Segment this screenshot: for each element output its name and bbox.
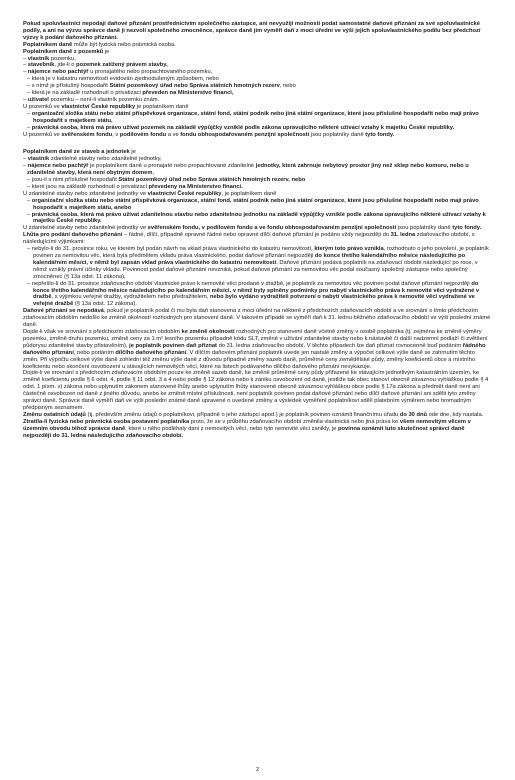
land-item: – stavebník, jde-li o pozemek zatížený právem stavby, bbox=[23, 62, 491, 69]
building-fund-paragraph: U zdanitelné stavby nebo zdanitelné jednotky ve svěřenském fondu, v podílovém fondu a ve fondu obhospodařovaném penzijní společností jsou poplatníky daně tyto fondy. bbox=[23, 225, 482, 232]
building-item: – nájemce nebo pachtýř je poplatníkem daně u pronajaté nebo propachtované zdanitelné jednotky, která zahrnuje nebytový prostor jiný než sklep nebo komoru, nebo u zdanitelné stavby, která není obytným domem, bbox=[23, 163, 491, 177]
rate-changes-paragraph: Dojde-li ve srovnání s předchozím zdaňovacím obdobím pouze ke změně sazeb daně, ke změně průměrné ceny půdy přiřazené ke stávajícím jednotlivým katastrálním územím, ke změně koeficientu podle § 6 odst. 4, podle § 11 odst. 3 a 4 nebo podle § 12 zákona nebo k zániku osvobození od daně, jestliže tak obec stanoví obecně závaznou vyhláškou podle § 4 odst. 1 písm. v) zákona nebo uplynutím zákonem stanovené lhůty anebo uplynutím lhůty stanovené obecně závaznou vyhláškou obce podle § 17a zákona a předmět daně není ani částečně osvobozen od daně z jiného důvodu, anebo ke změně místní příslušnosti, není poplatník povinen podat daňové přiznání nebo dílčí daňové přiznání ani sdělit tyto změny správci daně. Správce daně vyměří daň ve výši poslední známé daně upravené o uvedené změny a výsledek vyměření poplatníkovi sdělí platebním výměrem nebo hromadným předpisným seznamem. bbox=[23, 370, 489, 411]
building-subitem: – jsou-li s nimi příslušné hospodařit Státní pozemkový úřad nebo Správa státních hmotných rezerv, nebo bbox=[23, 177, 491, 184]
intro-paragraph: Pokud spoluvlastníci nepodají daňové přiznání prostřednictvím společného zástupce, ani nevyužijí možnosti podat samostatné daňové přiznání za své spoluvlastnické podíly, a ani na výzvu správce daně ji nezvolí společného zmocněnce, správce daně jim vyměří daň z moci úřední ve výši jejich spoluvlastnického podílu bez předchozí výzvy k podání daňového přiznání. bbox=[23, 21, 481, 41]
building-state-item: – právnická osoba, která má právo užívat zdanitelnou stavbu nebo zdanitelnou jednotku na základě výpůjčky vzniklé podle zákona upravujícího některé užívací vztahy k majetku České republiky. bbox=[23, 212, 491, 226]
deadline-exception: – nebylo-li do 31. prosince roku, ve kterém byl podán návrh na vklad práva vlastnického do katastru nemovitostí, kterým toto právo vznikla, rozhodnuto o jeho povolení, je poplatník povinen za nemovitou věc, která byla předmětem vkladu práva vlastnického, podat daňové přiznání nejpozději do konce třetího kalendářního měsíce následujícího po kalendářním měsíci, v němž byl zapsán vklad práva vlastnického do katastru nemovitostí. Daňové přiznání podává poplatník na zdaňovací období následující po roce, v němž vznikly právní účinky vkladu. Povinnost podat daňové přiznání nevzniká, pokud daňové přiznání za nemovitou věc podal současný společný zástupce nebo společný zmocněnec (§ 13a odst. 11 zákona), bbox=[23, 246, 491, 281]
building-subitem: – které jsou na základě rozhodnutí o privatizaci převedeny na Ministerstvo financí. bbox=[23, 184, 491, 191]
land-item-user: – uživatel pozemku – není-li vlastník pozemku znám. bbox=[23, 97, 491, 104]
land-item: – nájemce nebo pachtýř u pronajatého nebo propachtovaného pozemku, bbox=[23, 69, 491, 76]
loss-of-status-paragraph: Ztratila-li fyzická nebo právnická osoba postavení poplatníka proto, že se v průběhu zdaňovacího období změnila vlastnická nebo jiná práva ke všem nemovitým věcem v územním obvodu téhož správce daně, které u něho podléhaly dani z nemovitých věcí, nebo tyto nemovité věci zanikly, je povinna oznámit tuto skutečnost správci daně nejpozději do 31. ledna následujícího zdaňovacího období. bbox=[23, 418, 471, 439]
page-number: 2 bbox=[255, 767, 260, 773]
land-fund-paragraph: U pozemků ve svěřenském fondu, v podílovém fondu a ve fondu obhospodařovaném penzijní společností jsou poplatníky daně tyto fondy. bbox=[23, 131, 395, 138]
land-subitem: – s nímž je příslušný hospodařit Státní pozemkový úřad nebo Správa státních hmotných rezerv, nebo bbox=[23, 83, 491, 90]
deadline-exception: – nepřešlo-li do 31. prosince zdaňovacího období vlastnické právo k nemovité věci prodané v dražbě, je poplatník za nemovitou věc povinen podat daňové přiznání nejpozději do konce třetího kalendářního měsíce následujícího po kalendářním měsíci, v němž byly splněny podmínky pro nabytí vlastnického práva k nemovité věci vydražené v dražbě, s výjimkou veřejné dražby, vydražitelem nebo předražitelem, nebo bylo vydáno vydražiteli potvrzení o nabytí vlastnického práva k nemovité věci vydražené ve veřejné dražbě (§ 13a odst. 12 zákona). bbox=[23, 281, 491, 309]
land-state-item: – organizační složka státu nebo státní příspěvková organizace, státní fond, státní podnik nebo jiná státní organizace, které jsou příslušné hospodařit nebo mají právo hospodařit s majetkem státu, bbox=[23, 111, 491, 125]
building-heading: Poplatníkem daně ze staveb a jednotek je bbox=[23, 149, 136, 156]
deadline-paragraph: Lhůta pro podání daňového přiznání – řádné, dílčí, případně opravné řádné nebo opravné dílčí daňové přiznání je podáno vždy nejpozději do 31. ledna zdaňovacího období, s následujícími výjimkami: bbox=[23, 232, 475, 246]
land-item: – vlastník pozemku, bbox=[23, 56, 491, 63]
taxpayer-paragraph: Poplatníkem daně může být fyzická nebo právnická osoba. bbox=[23, 41, 176, 48]
land-state-paragraph: U pozemků ve vlastnictví České republiky je poplatníkem daně bbox=[23, 103, 189, 110]
no-filing-paragraph: Daňové přiznání se nepodává, pokud je poplatník podal či mu byla daň stanovena z moci úřední na některé z předchozích zdaňovacích období a ve srovnání s tímto předchozím zdaňovacím obdobím nedošlo ke změně okolností rozhodných pro stanovení daně. V takovém případě se vyměří daň k 31. lednu běžného zdaňovacího období ve výši poslední známé daně. bbox=[23, 308, 491, 329]
land-state-item: – právnická osoba, která má právo užívat pozemek na základě výpůjčky vzniklé podle zákona upravujícího některé užívací vztahy k majetku České republiky. bbox=[23, 125, 491, 132]
other-changes-paragraph: Změnu ostatních údajů (tj. především změnu údajů o poplatníkovi, případně o jeho zástupci apod.) je poplatník povinen oznámit finančnímu úřadu do 30 dnů ode dne, kdy nastala. bbox=[23, 411, 484, 418]
land-subitem: – která je v katastru nemovitostí evidován zjednodušeným způsobem, nebo bbox=[23, 76, 491, 83]
changes-paragraph: Dojde-li však ve srovnání s předchozím zdaňovacím obdobím ke změně okolností rozhodných pro stanovení daně včetně změny v osobě poplatníka (tj. zejména ke změně výměry pozemku, změně druhu pozemku, změně ceny za 1 m² lesního pozemku případně kódu SLT, změně v užívání zdanitelné stavby nebo k nástavbě či další nadzemní podlaží či zvětšení půdorysu zdanitelné stavby přistavěním), je poplatník povinen daň přiznat do 31. ledna zdaňovacího období. V těchto případech lze daň přiznat rovnocenně buď podáním řádného daňového přiznání, nebo podáním dílčího daňového přiznání. V dílčím daňovém přiznání poplatník uvede jen nastalé změny a výpočet celkové výše daně se zahrnutím těchto změn. Při výpočtu celkové výše daně zohlední též změnu výše daně z důvodu případné změny sazeb daně, průměrné ceny zemědělské půdy, změny koeficientů obce a místního koeficientu nebo skončení osvobození u stávajících nemovitých věcí, které na listech podávaného dílčího daňového přiznání nevykazuje. bbox=[23, 328, 488, 370]
land-heading: Poplatníkem daně z pozemků je bbox=[23, 48, 110, 55]
building-state-item: – organizační složka státu nebo státní příspěvková organizace, státní fond, státní podnik nebo jiná státní organizace, které jsou příslušné hospodařit nebo mají právo hospodařit s majetkem státu, anebo bbox=[23, 198, 491, 212]
building-state-paragraph: U zdanitelné stavby nebo zdanitelné jednotky ve vlastnictví České republiky, je poplatníkem daně bbox=[23, 190, 277, 197]
land-subitem: – která je na základě rozhodnutí o privatizaci převeden na Ministerstvo financí, bbox=[23, 90, 491, 97]
document-page bbox=[23, 21, 491, 767]
building-item: – vlastník zdanitelné stavby nebo zdanitelné jednotky, bbox=[23, 156, 491, 163]
